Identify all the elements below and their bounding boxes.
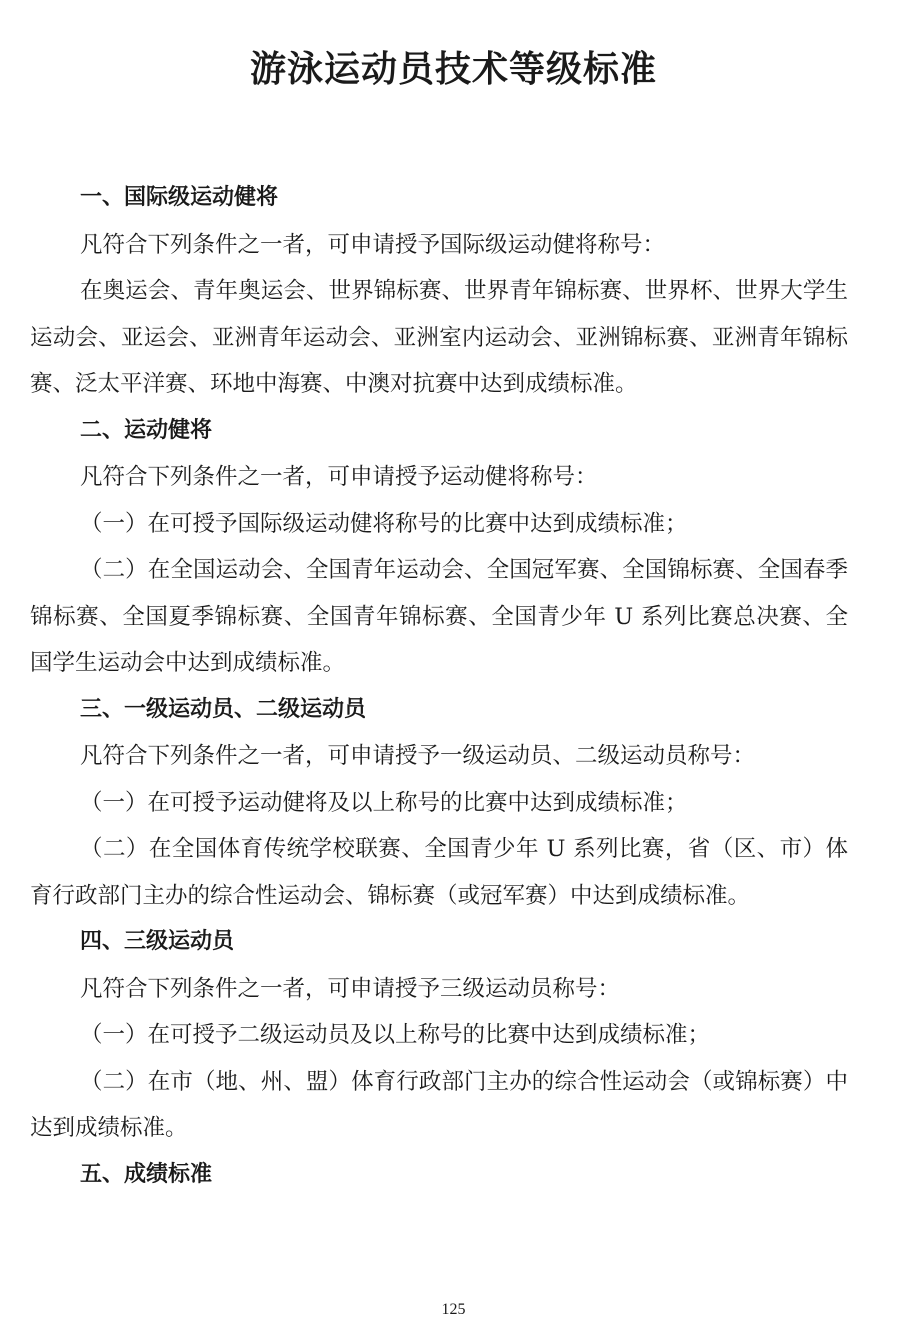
- section-paragraph: 凡符合下列条件之一者，可申请授予运动健将称号：: [80, 464, 598, 490]
- section-paragraph: 在奥运会、青年奥运会、世界锦标赛、世界青年锦标赛、世界杯、世界大学生运动会、亚运会、亚洲青年运动会、亚洲室内运动会、亚洲锦标赛、亚洲青年锦标赛、泛太平洋赛、环地中海赛、中澳对抗赛中达到成绩标准。: [30, 278, 848, 397]
- section-paragraph: （二）在全国体育传统学校联赛、全国青少年 U 系列比赛，省（区、市）体育行政部门主办的综合性运动会、锦标赛（或冠军赛）中达到成绩标准。: [30, 836, 848, 909]
- document-body: [30, 175, 848, 1198]
- section-heading-first-second-class: 三、一级运动员、二级运动员: [80, 696, 367, 722]
- document-title: 游泳运动员技术等级标准: [249, 49, 657, 90]
- section-paragraph: （一）在可授予运动健将及以上称号的比赛中达到成绩标准；: [80, 789, 688, 816]
- page-number: 125: [441, 1301, 466, 1318]
- section-heading-international-master: 一、国际级运动健将: [80, 185, 279, 210]
- section-paragraph: 凡符合下列条件之一者，可申请授予国际级运动健将称号：: [80, 231, 666, 258]
- section-paragraph: （二）在市（地、州、盟）体育行政部门主办的综合性运动会（或锦标赛）中达到成绩标准。: [30, 1068, 848, 1141]
- section-paragraph: （二）在全国运动会、全国青年运动会、全国冠军赛、全国锦标赛、全国春季锦标赛、全国夏季锦标赛、全国青年锦标赛、全国青少年 U 系列比赛总决赛、全国学生运动会中达到成绩标准。: [30, 557, 848, 676]
- section-heading-third-class: 四、三级运动员: [80, 929, 235, 954]
- section-heading-master: 二、运动健将: [80, 417, 213, 443]
- section-paragraph: 凡符合下列条件之一者，可申请授予三级运动员称号：: [80, 975, 621, 1002]
- section-paragraph: （一）在可授予国际级运动健将称号的比赛中达到成绩标准；: [80, 510, 688, 537]
- section-heading-standards: 五、成绩标准: [80, 1161, 213, 1187]
- section-paragraph: （一）在可授予二级运动员及以上称号的比赛中达到成绩标准；: [80, 1022, 711, 1048]
- section-paragraph: 凡符合下列条件之一者，可申请授予一级运动员、二级运动员称号：: [80, 743, 756, 769]
